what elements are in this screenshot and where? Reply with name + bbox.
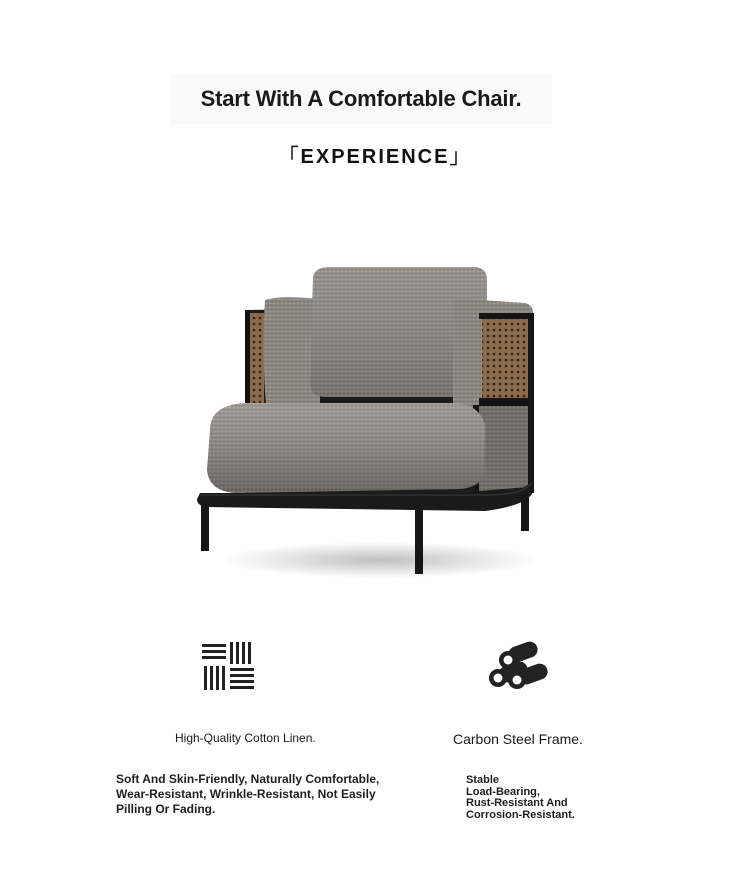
feature-title-steel: Carbon Steel Frame. bbox=[453, 731, 583, 747]
feature-description-linen: Soft And Skin-Friendly, Naturally Comfortable, Wear-Resistant, Wrinkle-Resistant, Not Easily Pilling Or Fading. bbox=[116, 772, 380, 816]
feature-description-line: Rust-Resistant And bbox=[466, 797, 568, 809]
armchair-image bbox=[185, 255, 555, 585]
feature-title-linen: High-Quality Cotton Linen. bbox=[175, 731, 316, 745]
headline: Start With A Comfortable Chair. bbox=[200, 86, 522, 111]
steel-tubes-icon bbox=[484, 638, 550, 692]
feature-description-steel bbox=[466, 775, 596, 821]
woven-fabric-icon bbox=[200, 640, 256, 692]
feature-description-line: Load-Bearing, bbox=[466, 785, 540, 798]
headline-banner bbox=[170, 74, 552, 124]
feature-description-line: Corrosion-Resistant. bbox=[466, 808, 575, 821]
feature-description-line: Stable bbox=[466, 774, 500, 786]
section-label: 「EXPERIENCE」 bbox=[278, 146, 472, 168]
